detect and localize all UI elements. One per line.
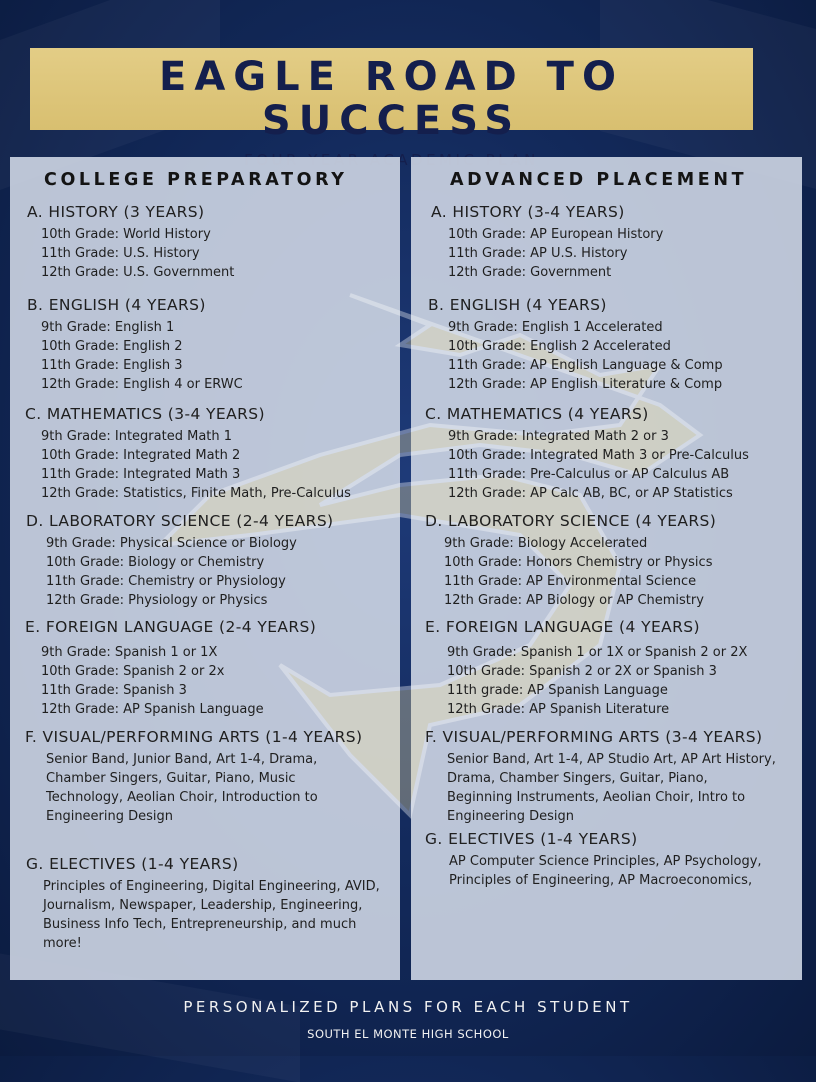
section-heading: A. HISTORY (3 YEARS) xyxy=(27,203,205,221)
list-item: 12th Grade: AP Biology or AP Chemistry xyxy=(444,593,704,608)
title-banner xyxy=(30,48,753,144)
section-text: Senior Band, Junior Band, Art 1-4, Drama, Chamber Singers, Guitar, Piano, Music Technology, Aeolian Choir, Introduction to Engineering Design xyxy=(46,752,318,824)
list-item: 10th Grade: Integrated Math 2 xyxy=(41,448,241,463)
ap-math-section xyxy=(425,404,749,503)
advanced-placement-title: ADVANCED PLACEMENT xyxy=(450,170,748,190)
section-text: AP Computer Science Principles, AP Psychology, Principles of Engineering, AP Macroeconomics, xyxy=(449,854,762,888)
list-item: 9th Grade: Physical Science or Biology xyxy=(46,536,297,551)
section-heading: G. ELECTIVES (1-4 YEARS) xyxy=(425,830,638,848)
list-item: 12th Grade: AP Calc AB, BC, or AP Statistics xyxy=(448,486,733,501)
list-item: 11th Grade: AP Environmental Science xyxy=(444,574,697,589)
list-item: 10th Grade: Biology or Chemistry xyxy=(46,555,265,570)
list-item: 9th Grade: Spanish 1 or 1X or Spanish 2 or 2X xyxy=(447,645,748,660)
list-item: 10th Grade: Spanish 2 or 2X or Spanish 3 xyxy=(447,664,717,679)
cp-math-section xyxy=(25,404,351,503)
cp-electives-section xyxy=(26,854,396,953)
list-item: 12th Grade: AP Spanish Literature xyxy=(447,702,670,717)
list-item: 12th Grade: Physiology or Physics xyxy=(46,593,268,608)
list-item: 12th Grade: AP Spanish Language xyxy=(41,702,264,717)
list-item: 9th Grade: Integrated Math 2 or 3 xyxy=(448,429,669,444)
school-name: SOUTH EL MONTE HIGH SCHOOL xyxy=(307,1027,509,1041)
list-item: 12th Grade: Statistics, Finite Math, Pre-Calculus xyxy=(41,486,351,501)
list-item: 11th Grade: Integrated Math 3 xyxy=(41,467,241,482)
list-item: 11th Grade: English 3 xyxy=(41,358,183,373)
ap-electives-section xyxy=(425,829,801,890)
section-heading: C. MATHEMATICS (3-4 YEARS) xyxy=(25,405,265,423)
section-heading: E. FOREIGN LANGUAGE (4 YEARS) xyxy=(425,618,700,636)
list-item: 11th Grade: U.S. History xyxy=(41,246,200,261)
ap-history-section xyxy=(431,202,663,282)
list-item: 11th Grade: AP English Language & Comp xyxy=(448,358,723,373)
cp-science-section xyxy=(26,511,334,610)
list-item: 11th Grade: AP U.S. History xyxy=(448,246,628,261)
list-item: 11th Grade: Pre-Calculus or AP Calculus AB xyxy=(448,467,730,482)
section-heading: G. ELECTIVES (1-4 YEARS) xyxy=(26,855,239,873)
cp-arts-section xyxy=(25,727,397,826)
section-heading: B. ENGLISH (4 YEARS) xyxy=(27,296,206,314)
ap-arts-section xyxy=(425,727,801,826)
cp-history-section xyxy=(27,202,234,282)
ap-science-section xyxy=(425,511,716,610)
list-item: 12th Grade: U.S. Government xyxy=(41,265,235,280)
section-text: Principles of Engineering, Digital Engineering, AVID, Journalism, Newspaper, Leadership, Engineering, Business Info Tech, Entrepreneurship, and much more! xyxy=(43,879,380,951)
college-prep-title: COLLEGE PREPARATORY xyxy=(44,170,348,190)
section-heading: A. HISTORY (3-4 YEARS) xyxy=(431,203,625,221)
section-heading: C. MATHEMATICS (4 YEARS) xyxy=(425,405,649,423)
section-heading: F. VISUAL/PERFORMING ARTS (3-4 YEARS) xyxy=(425,728,763,746)
section-heading: E. FOREIGN LANGUAGE (2-4 YEARS) xyxy=(25,618,317,636)
section-heading: B. ENGLISH (4 YEARS) xyxy=(428,296,607,314)
section-heading: D. LABORATORY SCIENCE (4 YEARS) xyxy=(425,512,717,530)
section-text: Senior Band, Art 1-4, AP Studio Art, AP Art History, Drama, Chamber Singers, Guitar, Piano, Beginning Instruments, Aeolian Choir, Intro to Engineering Design xyxy=(447,752,776,824)
list-item: 11th grade: AP Spanish Language xyxy=(447,683,668,698)
footer-tagline: PERSONALIZED PLANS FOR EACH STUDENT xyxy=(183,998,633,1016)
list-item: 10th Grade: World History xyxy=(41,227,211,242)
list-item: 10th Grade: Spanish 2 or 2x xyxy=(41,664,225,679)
ap-language-section xyxy=(425,617,747,719)
list-item: 12th Grade: Government xyxy=(448,265,612,280)
list-item: 10th Grade: English 2 xyxy=(41,339,183,354)
section-heading: D. LABORATORY SCIENCE (2-4 YEARS) xyxy=(26,512,334,530)
list-item: 9th Grade: English 1 xyxy=(41,320,175,335)
list-item: 10th Grade: AP European History xyxy=(448,227,664,242)
list-item: 10th Grade: Integrated Math 3 or Pre-Calculus xyxy=(448,448,749,463)
cp-english-section xyxy=(27,295,243,394)
cp-language-section xyxy=(25,617,316,719)
list-item: 10th Grade: English 2 Accelerated xyxy=(448,339,671,354)
section-heading: F. VISUAL/PERFORMING ARTS (1-4 YEARS) xyxy=(25,728,363,746)
list-item: 10th Grade: Honors Chemistry or Physics xyxy=(444,555,713,570)
list-item: 12th Grade: AP English Literature & Comp xyxy=(448,377,723,392)
list-item: 11th Grade: Spanish 3 xyxy=(41,683,187,698)
page-title: EAGLE ROAD TO SUCCESS xyxy=(159,54,624,144)
list-item: 9th Grade: Biology Accelerated xyxy=(444,536,648,551)
list-item: 12th Grade: English 4 or ERWC xyxy=(41,377,243,392)
list-item: 9th Grade: Spanish 1 or 1X xyxy=(41,645,218,660)
list-item: 9th Grade: English 1 Accelerated xyxy=(448,320,663,335)
list-item: 9th Grade: Integrated Math 1 xyxy=(41,429,233,444)
ap-english-section xyxy=(428,295,723,394)
list-item: 11th Grade: Chemistry or Physiology xyxy=(46,574,286,589)
